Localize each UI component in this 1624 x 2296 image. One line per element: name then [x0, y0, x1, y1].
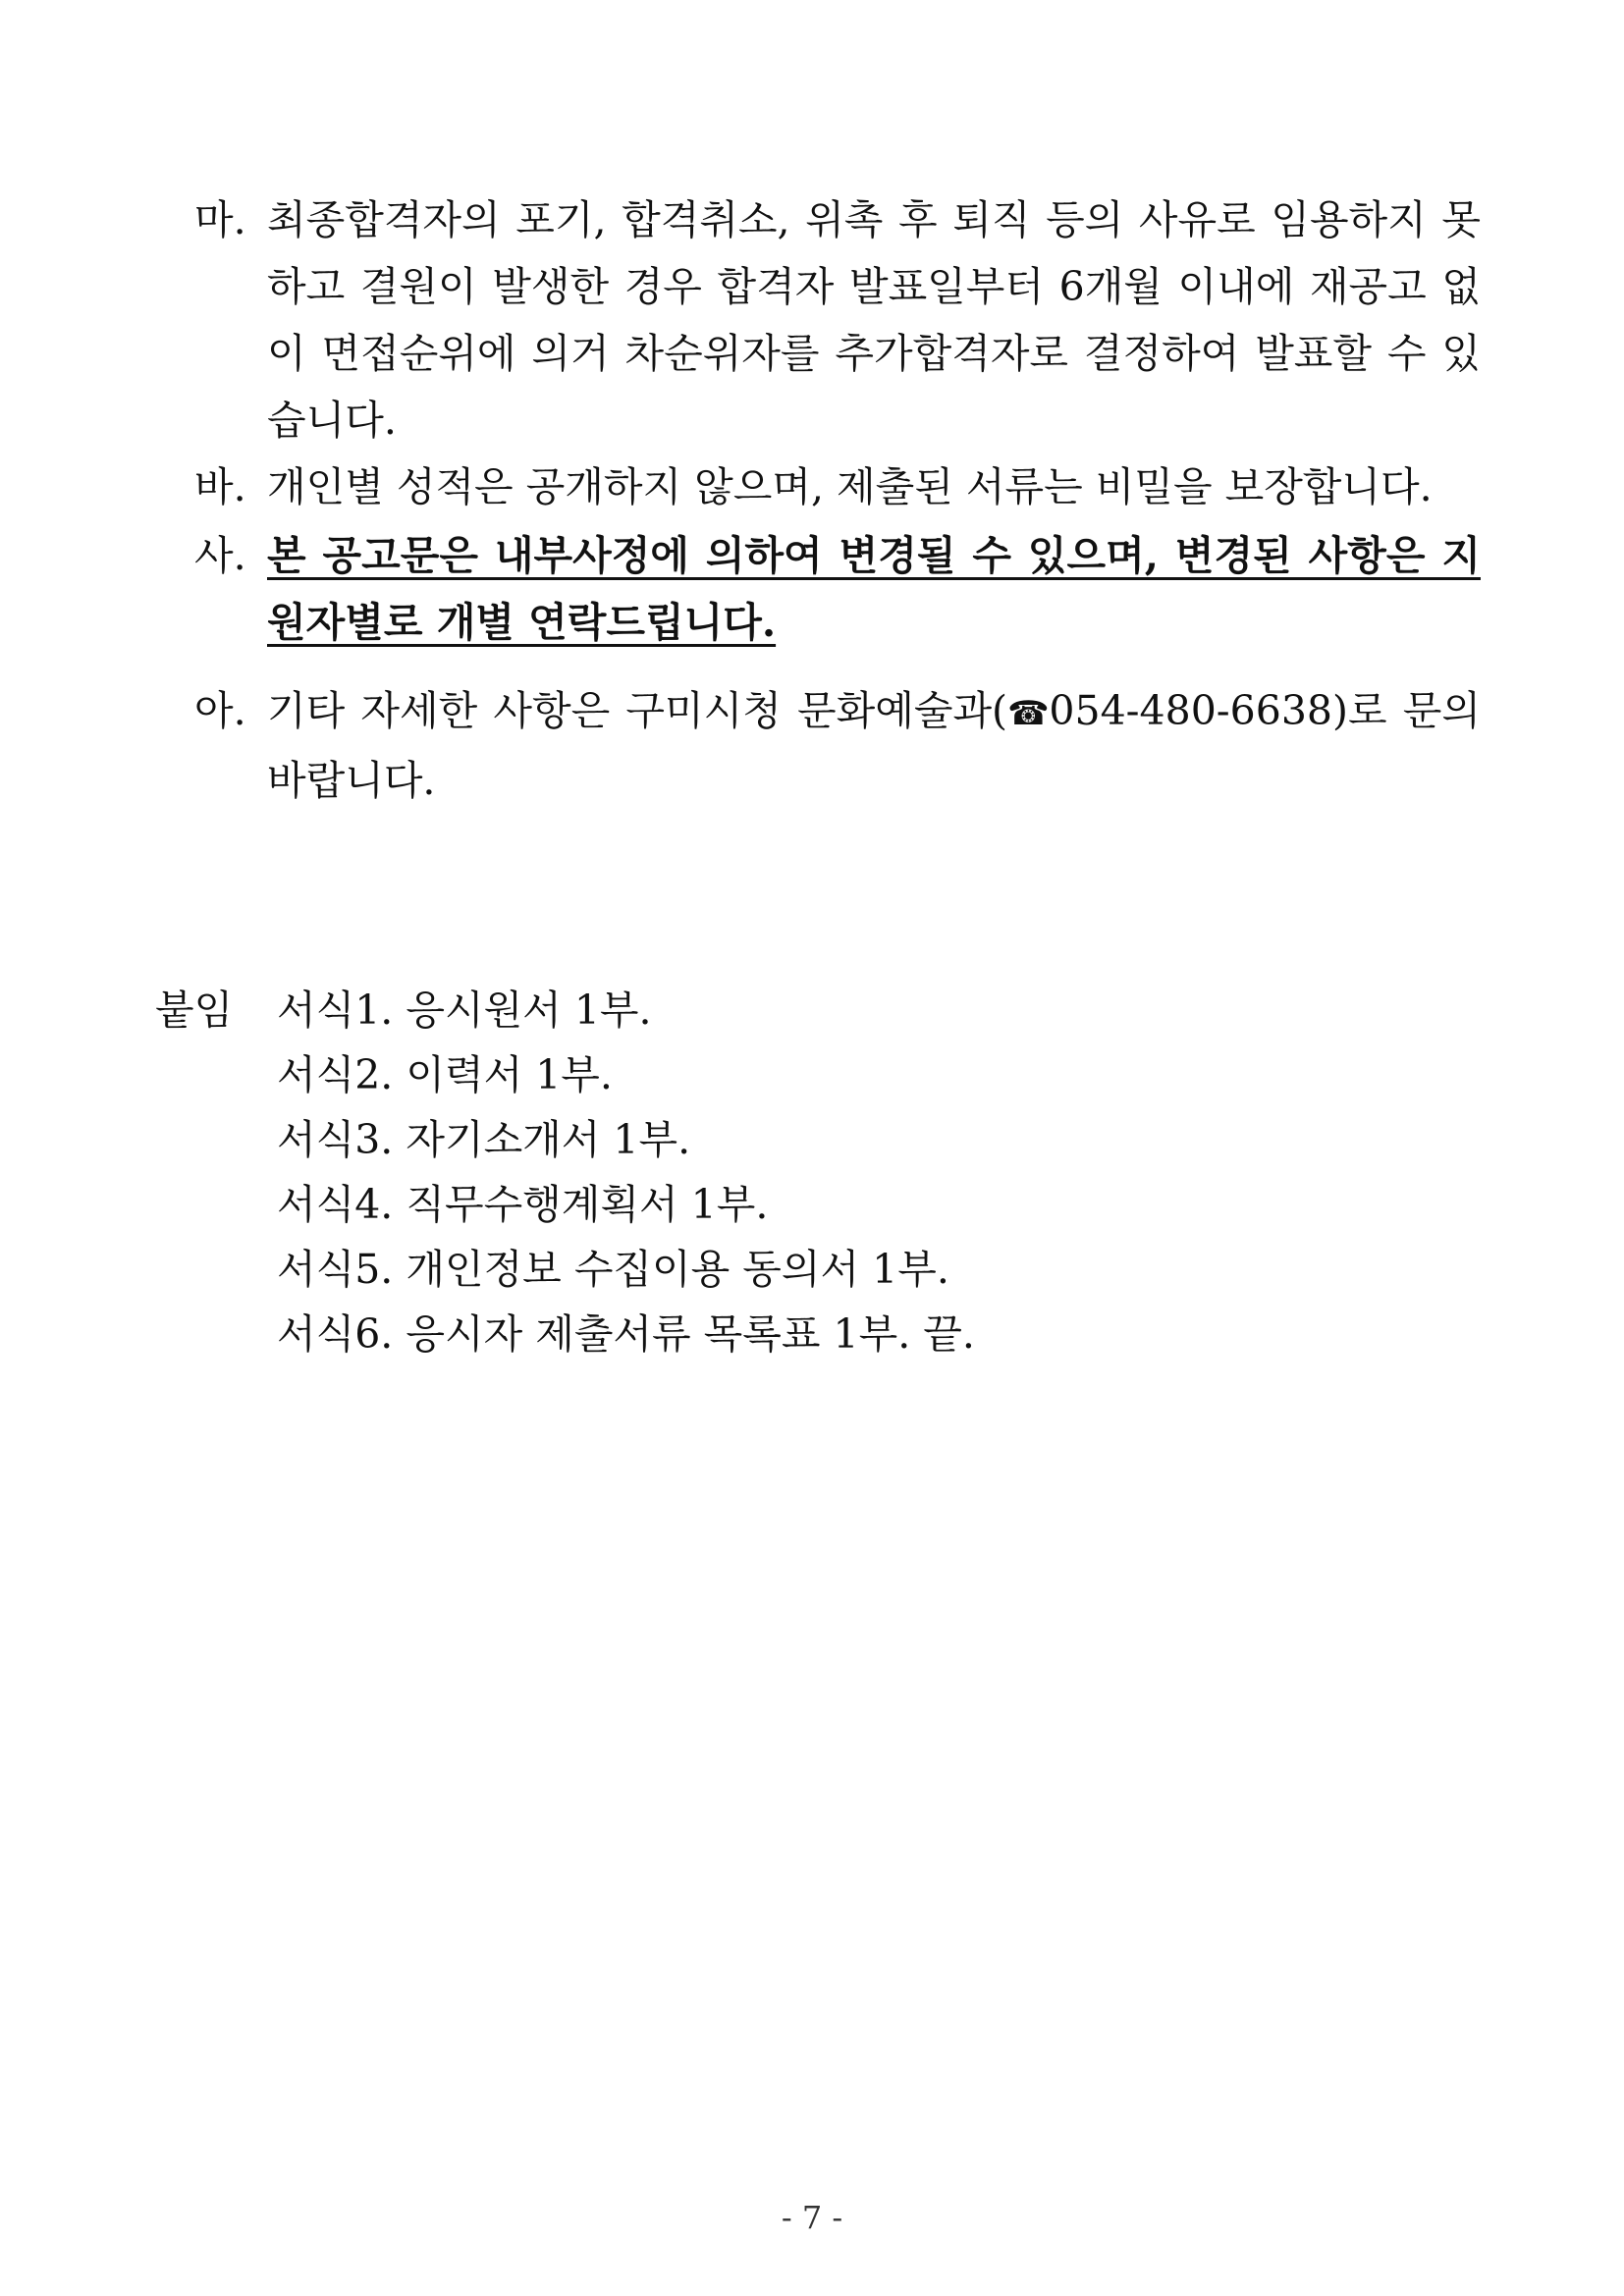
phone-icon: ☎: [1007, 694, 1050, 733]
item-marker: 사.: [194, 532, 246, 579]
item-text: 최종합격자의 포기, 합격취소, 위촉 후 퇴직 등의 사유로 임용하지 못하고 결원이 발생한 경우 합격자 발표일부터 6개월 이내에 재공고 없이 면접순위에 의거 차순위자를 추가합격자로 결정하여 발표할 수 있습니다.: [267, 196, 1481, 444]
attachment-item: 서식4. 직무수행계획서 1부.: [277, 1181, 769, 1228]
page-number: - 7 -: [781, 2199, 843, 2236]
phone-number: 054-480-6638: [1049, 687, 1332, 734]
notice-item-sa-emphasized: [194, 522, 1481, 656]
item-text: [267, 677, 1481, 814]
attachments-label: 붙임: [155, 987, 234, 1034]
notice-item-ba: [194, 454, 1481, 520]
attachment-item: 서식1. 응시원서 1부.: [277, 987, 652, 1034]
contact-text-after: )로 문의바랍니다.: [267, 687, 1481, 804]
item-marker: 마.: [194, 196, 246, 243]
notice-item-ma: [194, 187, 1481, 454]
attachment-item: 서식5. 개인정보 수집이용 동의서 1부.: [277, 1246, 949, 1293]
item-marker: 아.: [194, 687, 246, 734]
item-marker: 바.: [194, 463, 246, 510]
attachment-item: 서식6. 응시자 제출서류 목록표 1부. 끝.: [277, 1310, 975, 1358]
notice-item-a: [194, 677, 1481, 814]
attachments-list: [277, 978, 975, 1366]
attachments-section: [155, 978, 975, 1366]
attachment-item: 서식3. 자기소개서 1부.: [277, 1116, 691, 1163]
item-text: 개인별 성적은 공개하지 않으며, 제출된 서류는 비밀을 보장합니다.: [267, 463, 1433, 510]
attachment-item: 서식2. 이력서 1부.: [277, 1051, 613, 1098]
item-text-bold-underlined: 본 공고문은 내부사정에 의하여 변경될 수 있으며, 변경된 사항은 지원자별로 개별 연락드립니다.: [267, 532, 1481, 646]
contact-text-before: 기타 자세한 사항은 구미시청 문화예술과(: [267, 687, 1008, 734]
